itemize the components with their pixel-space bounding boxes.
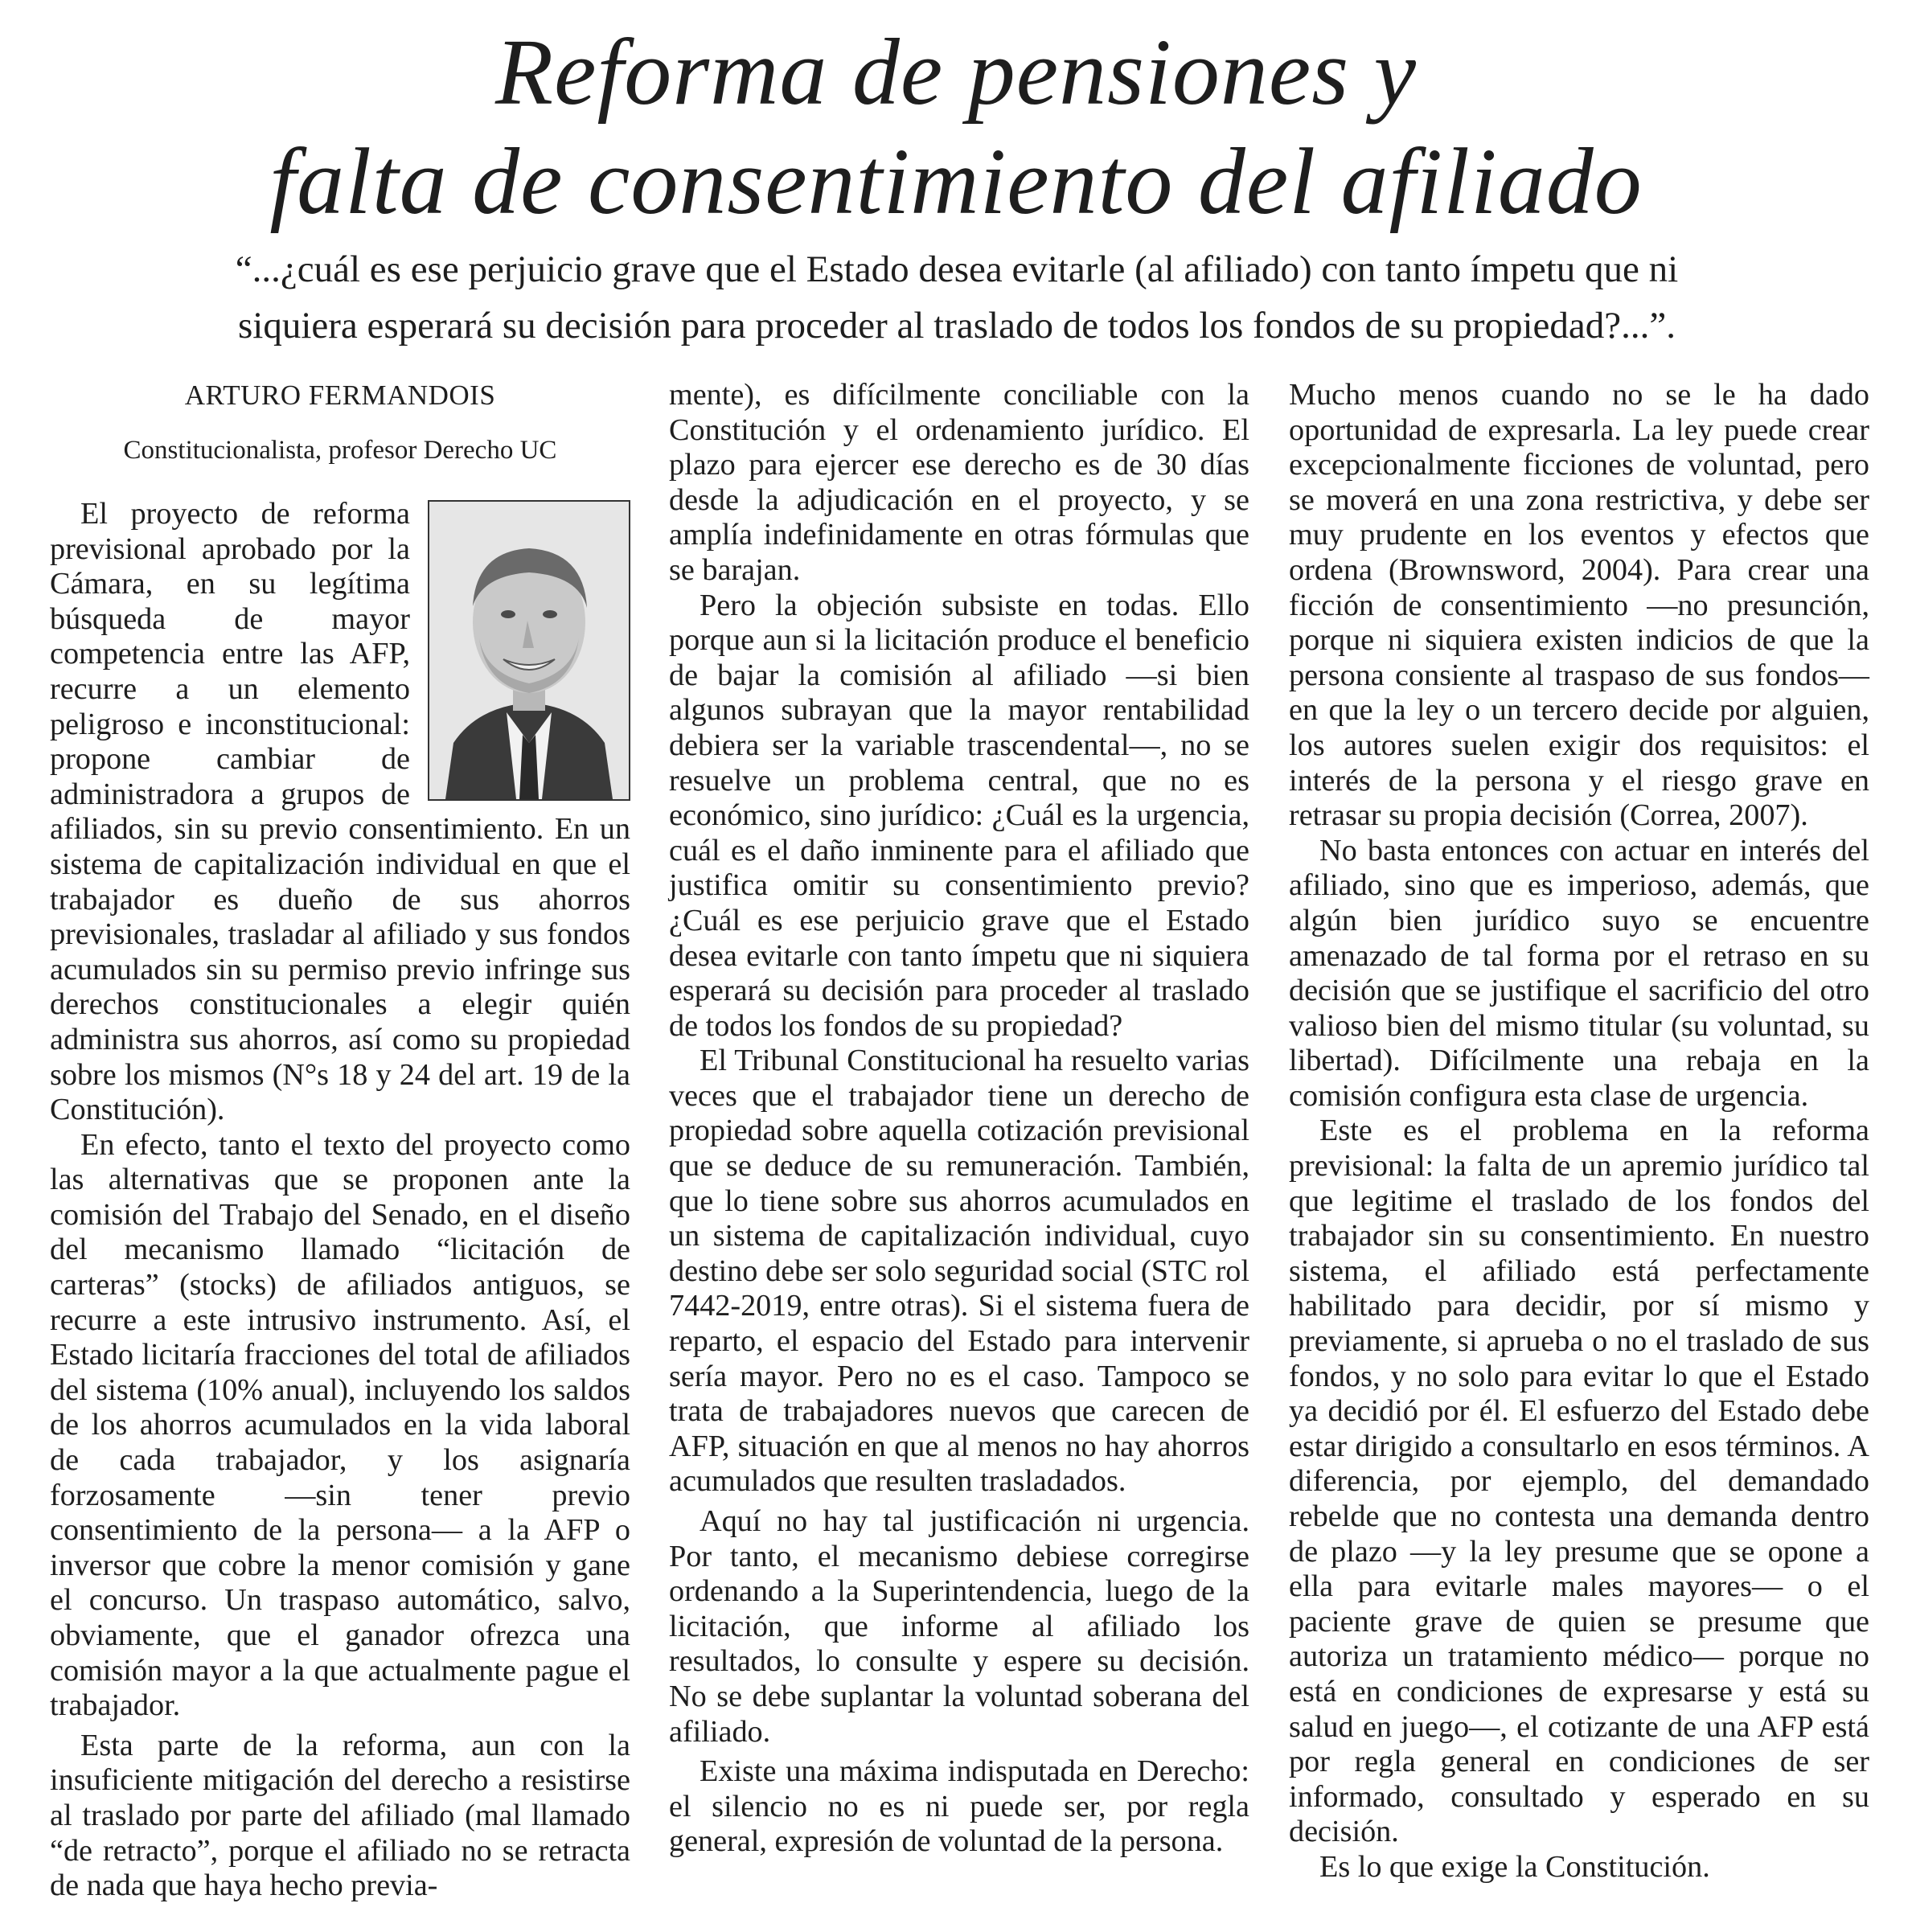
article-paragraph: Aquí no hay tal justificación ni urgencia. Por tanto, el mecanismo debiese corregirse ordenando a la Superintendencia, luego de la licitación, que informe al afiliado los resultados, lo consulte y espere su decisión. No se debe suplantar la voluntad soberana del afiliado. [669, 1504, 1249, 1749]
article-column-2 [669, 378, 1249, 1860]
article-paragraph: Este es el problema en la reforma previsional: la falta de un apremio jurídico tal que legitime el traslado de los fondos del trabajador sin su consentimiento. En nuestro sistema, el afiliado está perfectamente habilitado para decidir, por sí mismo y previamente, si aprueba o no el traslado de sus fondos, y no solo para evitar lo que el Estado ya decidió por él. El esfuerzo del Estado debe estar dirigido a consultarlo en esos términos. A diferencia, por ejemplo, del demandado rebelde que no contesta una demanda dentro de plazo —y la ley presume que se opone a ella para evitarle males mayores— o el paciente grave de quien se presume que autoriza un tratamiento médico— porque no está en condiciones de expresarse y está su salud en juego—, el cotizante de una AFP está por regla general en condiciones de ser informado, consultado y esperado en su decisión. [1289, 1114, 1869, 1849]
article-paragraph: Mucho menos cuando no se le ha dado oportunidad de expresarla. La ley puede crear excepcionalmente ficciones de voluntad, pero se moverá en una zona restrictiva, y debe ser muy prudente en los eventos y efectos que ordena (Brownsword, 2004). Para crear una ficción de consentimiento —no presunción, porque ni siquiera existen indicios de que la persona consiente al traspaso de sus fondos— en que la ley o un tercero decide por alguien, los autores suelen exigir dos requisitos: el interés de la persona y el riesgo grave en retrasar su propia decisión (Correa, 2007). [1289, 378, 1869, 833]
article-paragraph: Es lo que exige la Constitución. [1319, 1849, 1710, 1884]
byline [50, 378, 630, 468]
pull-quote [96, 241, 1817, 354]
article-paragraph: No basta entonces con actuar en interés del afiliado, sino que es imperioso, además, que algún bien jurídico suyo se encuentre amenazado de tal forma por el retraso en su decisión que se justifique el sacrificio del otro valioso bien del mismo titular (su voluntad, su libertad). Difícilmente una rebaja en la comisión configura esta clase de urgencia. [1289, 833, 1869, 1113]
article-column-3 [1289, 378, 1869, 1885]
article-paragraph: Pero la objeción subsiste en todas. Ello porque aun si la licitación produce el beneficio de bajar la comisión al afiliado —si bien algunos subrayan que la mayor rentabilidad debiera ser la variable trascendental—, no se resuelve un problema central, que no es económico, sino jurídico: ¿Cuál es la urgencia, cuál es el daño inminente para el afiliado que justifica omitir su consentimiento previo? ¿Cuál es ese perjuicio grave que el Estado desea evitarle con tanto ímpetu que ni siquiera esperará su decisión para proceder al traslado de todos los fondos de su propiedad? [669, 588, 1249, 1043]
article-paragraph: En efecto, tanto el texto del proyecto como las alternativas que se proponen ante la comisión del Trabajo del Senado, en el diseño del mecanismo llamado “licitación de carteras” (stocks) de afiliados antiguos, se recurre a este intrusivo instrumento. Así, el Estado licitaría fracciones del total de afiliados del sistema (10% anual), incluyendo los saldos de los ahorros acumulados en la vida laboral de cada trabajador, y los asignaría forzosamente —sin tener previo consentimiento de la persona— a la AFP o inversor que cobre la menor comisión y gane el concurso. Un traspaso automático, salvo, obviamente, que el ganador ofrezca una comisión mayor a la que actualmente pague el trabajador. [50, 1127, 630, 1723]
article-paragraph: mente), es difícilmente conciliable con la Constitución y el ordenamiento jurídico. El plazo para ejercer ese derecho es de 30 días desde la adjudicación en el proyecto, y se amplía indefinidamente en otras fórmulas que se barajan. [669, 378, 1249, 587]
author-photo [428, 500, 630, 801]
pull-quote-line-1: “...¿cuál es ese perjuicio grave que el Estado desea evitarle (al afiliado) con tanto ímpetu que ni [235, 248, 1679, 290]
author-role: Constitucionalista, profesor Derecho UC [123, 436, 557, 465]
author-name: ARTURO FERMANDOIS [184, 379, 496, 411]
article-paragraph: Existe una máxima indisputada en Derecho: el silencio no es ni puede ser, por regla general, expresión de voluntad de la persona. [669, 1754, 1249, 1859]
article-paragraph: El Tribunal Constitucional ha resuelto varias veces que el trabajador tiene un derecho de propiedad sobre aquella cotización previsional que se deduce de su remuneración. También, que lo tiene sobre sus ahorros acumulados en un sistema de capitalización individual, cuyo destino debe ser solo seguridad social (STC rol 7442-2019, entre otras). Si el sistema fuera de reparto, el espacio del Estado para intervenir sería mayor. Pero no es el caso. Tampoco se trata de trabajadores nuevos que carecen de AFP, situación en que al menos no hay ahorros acumulados que resulten trasladados. [669, 1044, 1249, 1499]
column-1-body [50, 497, 630, 1904]
article-paragraph: Esta parte de la reforma, aun con la insuficiente mitigación del derecho a resistirse al traslado por parte del afiliado (mal llamado “de retracto”, porque el afiliado no se retracta de nada que haya hecho previa- [50, 1728, 630, 1903]
article-paragraph: El proyecto de reforma previsional aprobado por la Cámara, en su legítima búsqueda de mayor competencia entre las AFP, recurre a un elemento peligroso e inconstitucional: propone cambiar de administradora a grupos de afiliados, sin su previo consentimiento. En un sistema de capitalización individual en que el trabajador es dueño de sus ahorros previsionales, trasladar al afiliado y sus fondos acumulados sin su permiso previo infringe sus derechos constitucionales a elegir quién administra sus ahorros, así como su propiedad sobre los mismos (N°s 18 y 24 del art. 19 de la Constitución). [50, 497, 630, 1127]
author-portrait-icon [429, 502, 629, 799]
headline-line-1: Reforma de pensiones y [495, 19, 1417, 125]
pull-quote-line-2: siquiera esperará su decisión para proceder al traslado de todos los fondos de su propiedad?...”. [238, 305, 1676, 347]
headline-line-2: falta de consentimiento del afiliado [269, 129, 1643, 234]
headline [0, 18, 1912, 236]
